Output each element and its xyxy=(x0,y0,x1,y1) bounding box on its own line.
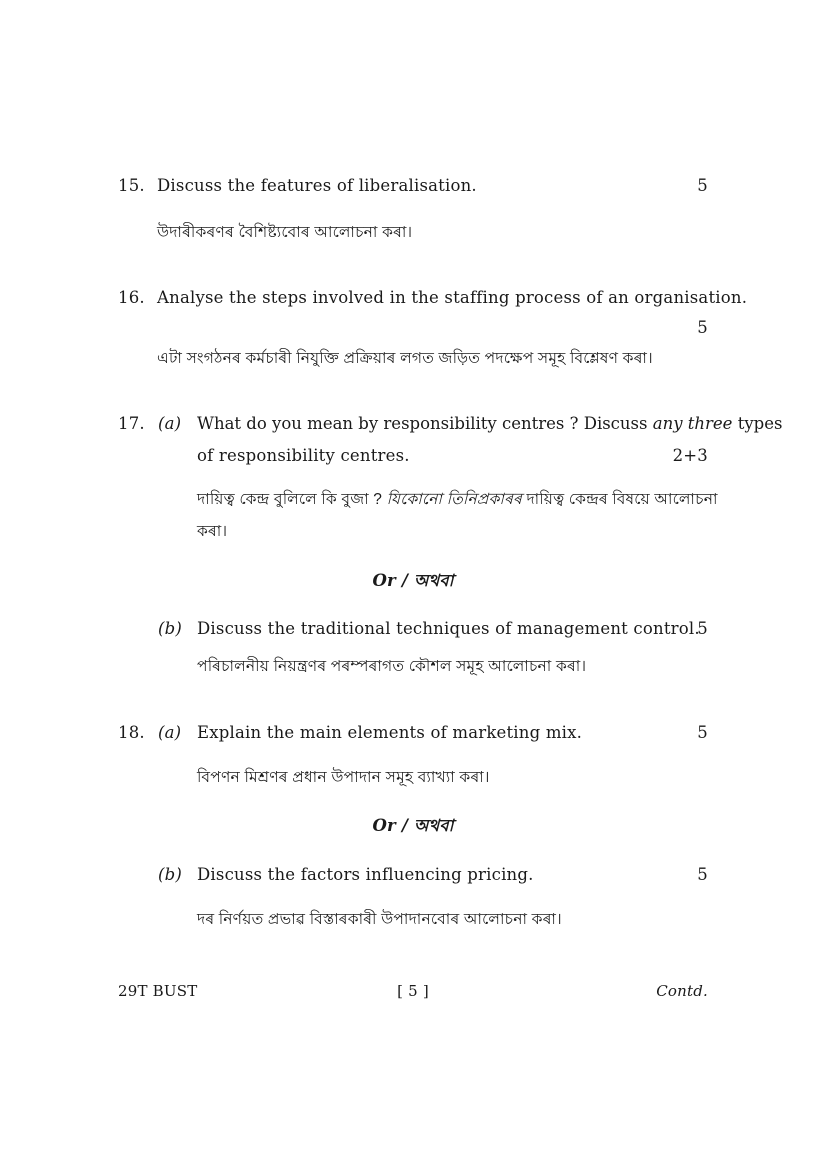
text: What do you mean by responsibility centres ? Discuss xyxy=(197,414,653,433)
marks: 5 xyxy=(697,865,708,884)
marks: 5 xyxy=(697,723,708,742)
subpart-label: (b) xyxy=(158,865,183,884)
subpart-label: (a) xyxy=(158,414,182,433)
emphasis: যিকোনো তিনিপ্ৰকাৰৰ xyxy=(386,491,522,508)
question-number: 18. xyxy=(118,723,145,742)
or-separator: Or / অথবা xyxy=(372,571,454,590)
question-text-as: উদাৰীকৰণৰ বৈশিষ্ট্যবোৰ আলোচনা কৰা। xyxy=(157,224,413,241)
question-number: 16. xyxy=(118,288,145,307)
subpart-label: (b) xyxy=(158,619,183,638)
question-text-as: এটা সংগঠনৰ কৰ্মচাৰী নিযুক্তি প্ৰক্ৰিয়াৰ লগত জড়িত পদক্ষেপ সমূহ বিশ্লেষণ কৰা। xyxy=(157,350,653,367)
question-text-as-line2: কৰা। xyxy=(197,523,228,540)
marks: 5 xyxy=(697,619,708,638)
question-text-as: বিপণন মিশ্ৰণৰ প্ৰধান উপাদান সমূহ ব্যাখ্যা কৰা। xyxy=(197,769,490,786)
text: দায়িত্ব কেন্দ্ৰ বুলিলে কি বুজা ? xyxy=(197,491,387,508)
question-text-as: দৰ নিৰ্ণয়ত প্ৰভাৱ বিস্তাৰকাৰী উপাদানবোৰ আলোচনা কৰা। xyxy=(197,911,562,928)
question-text-en: Discuss the factors influencing pricing. xyxy=(197,865,534,884)
page-number: [ 5 ] xyxy=(397,982,429,1000)
question-text-en: Explain the main elements of marketing mix. xyxy=(197,723,583,742)
question-number: 15. xyxy=(118,176,145,195)
question-text-en: Analyse the steps involved in the staffing process of an organisation. xyxy=(157,288,748,307)
marks: 2+3 xyxy=(672,446,708,465)
question-text-as: পৰিচালনীয় নিয়ন্ত্ৰণৰ পৰম্পৰাগত কৌশল সমূহ আলোচনা কৰা। xyxy=(197,658,587,675)
question-text-en xyxy=(197,414,783,434)
emphasis: any three xyxy=(652,414,733,433)
question-text-as xyxy=(197,490,718,510)
text: দায়িত্ব কেন্দ্ৰৰ বিষয়ে আলোচনা xyxy=(521,491,718,508)
subpart-label: (a) xyxy=(158,723,182,742)
marks: 5 xyxy=(697,176,708,195)
marks: 5 xyxy=(697,318,708,337)
paper-code: 29T BUST xyxy=(118,982,198,1000)
question-number: 17. xyxy=(118,414,145,433)
question-text-en-line2: of responsibility centres. xyxy=(197,446,410,465)
or-separator: Or / অথবা xyxy=(372,816,454,835)
text: types xyxy=(732,414,783,433)
question-text-en: Discuss the features of liberalisation. xyxy=(157,176,477,195)
question-text-en: Discuss the traditional techniques of management control. xyxy=(197,619,700,638)
contd-label: Contd. xyxy=(656,982,708,1000)
